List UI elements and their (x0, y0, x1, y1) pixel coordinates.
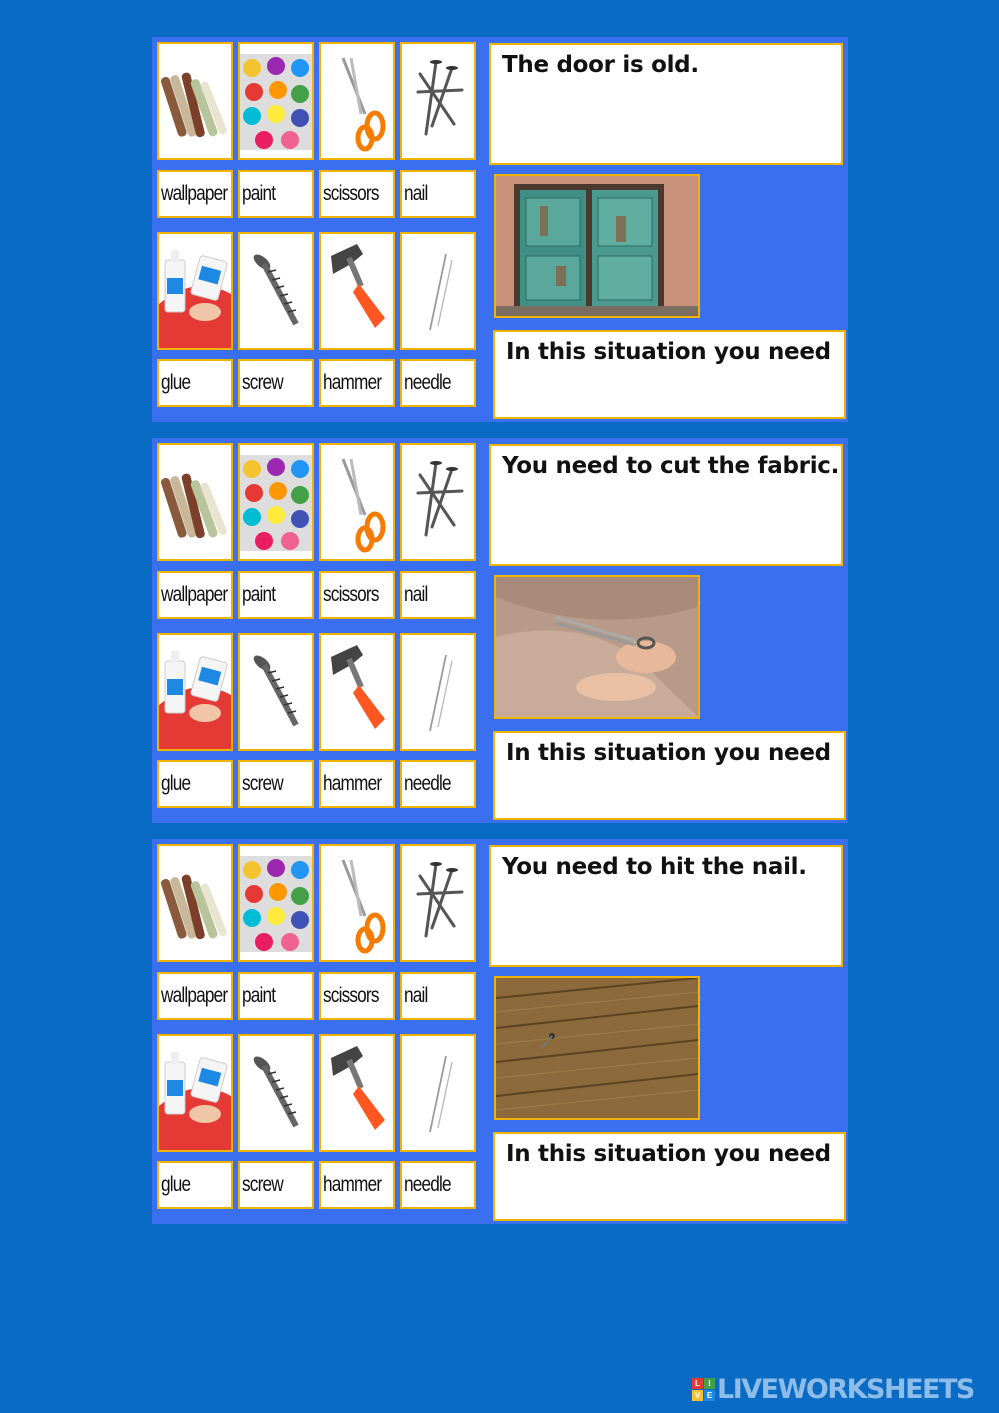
nail-icon (402, 44, 474, 158)
word-card-label: screw (242, 1173, 283, 1196)
nail-picture-card[interactable] (400, 844, 476, 962)
exercise-panel (152, 37, 848, 422)
brand-mark-letter: V (692, 1390, 703, 1401)
answer-prefix: In this situation you need (506, 339, 831, 365)
cutting-fabric-image (496, 577, 698, 717)
wallpaper-icon (159, 44, 231, 158)
word-card-glue[interactable] (157, 760, 233, 808)
scissors-picture-card[interactable] (319, 443, 395, 561)
cutting-fabric-photo (494, 575, 700, 719)
hammer-picture-card[interactable] (319, 1034, 395, 1152)
word-card-paint[interactable] (238, 170, 314, 218)
word-card-wallpaper[interactable] (157, 571, 233, 619)
word-card-label: paint (242, 984, 276, 1007)
word-card-label: needle (404, 371, 451, 394)
wallpaper-picture-card[interactable] (157, 443, 233, 561)
word-card-label: glue (161, 1173, 191, 1196)
word-card-needle[interactable] (400, 1161, 476, 1209)
brand-name: LIVEWORKSHEETS (717, 1373, 974, 1405)
hammer-picture-card[interactable] (319, 232, 395, 350)
wooden-floor-nail-photo (494, 976, 700, 1120)
word-card-nail[interactable] (400, 170, 476, 218)
situation-prompt: You need to hit the nail. (489, 845, 843, 967)
paint-icon (240, 445, 312, 559)
word-card-screw[interactable] (238, 760, 314, 808)
needle-icon (402, 234, 474, 348)
glue-picture-card[interactable] (157, 232, 233, 350)
word-card-label: scissors (323, 583, 379, 606)
paint-icon (240, 44, 312, 158)
word-card-label: glue (161, 371, 191, 394)
brand-mark-letter: E (704, 1390, 715, 1401)
exercise-panel (152, 438, 848, 823)
wallpaper-icon (159, 846, 231, 960)
word-card-hammer[interactable] (319, 359, 395, 407)
brand-mark-letter: I (704, 1378, 715, 1389)
word-card-label: scissors (323, 182, 379, 205)
situation-prompt: You need to cut the fabric. (489, 444, 843, 566)
word-card-scissors[interactable] (319, 571, 395, 619)
nail-icon (402, 846, 474, 960)
word-card-glue[interactable] (157, 359, 233, 407)
word-card-nail[interactable] (400, 972, 476, 1020)
hammer-icon (321, 635, 393, 749)
glue-icon (159, 635, 231, 749)
paint-picture-card[interactable] (238, 42, 314, 160)
screw-picture-card[interactable] (238, 232, 314, 350)
screw-icon (240, 635, 312, 749)
answer-drop-box[interactable] (493, 1132, 846, 1221)
word-card-label: screw (242, 371, 283, 394)
answer-drop-box[interactable] (493, 330, 846, 419)
glue-picture-card[interactable] (157, 1034, 233, 1152)
paint-picture-card[interactable] (238, 844, 314, 962)
answer-prefix: In this situation you need (506, 740, 831, 766)
word-card-paint[interactable] (238, 972, 314, 1020)
glue-icon (159, 1036, 231, 1150)
hammer-icon (321, 234, 393, 348)
word-card-label: hammer (323, 1173, 382, 1196)
wallpaper-picture-card[interactable] (157, 42, 233, 160)
word-card-nail[interactable] (400, 571, 476, 619)
screw-picture-card[interactable] (238, 1034, 314, 1152)
scissors-icon (321, 445, 393, 559)
scissors-picture-card[interactable] (319, 844, 395, 962)
screw-icon (240, 234, 312, 348)
screw-picture-card[interactable] (238, 633, 314, 751)
word-card-label: screw (242, 772, 283, 795)
needle-picture-card[interactable] (400, 232, 476, 350)
needle-picture-card[interactable] (400, 1034, 476, 1152)
brand-mark-icon (692, 1378, 715, 1401)
needle-picture-card[interactable] (400, 633, 476, 751)
word-card-label: nail (404, 984, 428, 1007)
hammer-picture-card[interactable] (319, 633, 395, 751)
word-card-label: scissors (323, 984, 379, 1007)
word-card-label: paint (242, 182, 276, 205)
glue-icon (159, 234, 231, 348)
scissors-icon (321, 846, 393, 960)
word-card-needle[interactable] (400, 760, 476, 808)
word-card-label: wallpaper (161, 583, 228, 606)
word-card-hammer[interactable] (319, 760, 395, 808)
word-card-wallpaper[interactable] (157, 972, 233, 1020)
word-card-label: needle (404, 772, 451, 795)
needle-icon (402, 1036, 474, 1150)
word-card-label: wallpaper (161, 984, 228, 1007)
needle-icon (402, 635, 474, 749)
word-card-label: nail (404, 182, 428, 205)
hammer-icon (321, 1036, 393, 1150)
wooden-floor-nail-image (496, 978, 698, 1118)
word-card-glue[interactable] (157, 1161, 233, 1209)
word-card-screw[interactable] (238, 1161, 314, 1209)
paint-icon (240, 846, 312, 960)
nail-picture-card[interactable] (400, 42, 476, 160)
answer-prefix: In this situation you need (506, 1141, 831, 1167)
nail-icon (402, 445, 474, 559)
word-card-needle[interactable] (400, 359, 476, 407)
word-card-label: wallpaper (161, 182, 228, 205)
scissors-picture-card[interactable] (319, 42, 395, 160)
scissors-icon (321, 44, 393, 158)
brand-mark-letter: L (692, 1378, 703, 1389)
word-card-label: nail (404, 583, 428, 606)
word-card-paint[interactable] (238, 571, 314, 619)
word-card-hammer[interactable] (319, 1161, 395, 1209)
word-card-label: paint (242, 583, 276, 606)
word-card-label: hammer (323, 772, 382, 795)
word-card-screw[interactable] (238, 359, 314, 407)
wallpaper-icon (159, 445, 231, 559)
old-door-photo (494, 174, 700, 318)
word-card-label: glue (161, 772, 191, 795)
glue-picture-card[interactable] (157, 633, 233, 751)
answer-drop-box[interactable] (493, 731, 846, 820)
situation-prompt: The door is old. (489, 43, 843, 165)
wallpaper-picture-card[interactable] (157, 844, 233, 962)
word-card-label: needle (404, 1173, 451, 1196)
exercise-panel (152, 839, 848, 1224)
old-door-image (496, 176, 698, 316)
nail-picture-card[interactable] (400, 443, 476, 561)
paint-picture-card[interactable] (238, 443, 314, 561)
word-card-label: hammer (323, 371, 382, 394)
liveworksheets-logo (692, 1374, 974, 1404)
screw-icon (240, 1036, 312, 1150)
word-card-scissors[interactable] (319, 170, 395, 218)
word-card-wallpaper[interactable] (157, 170, 233, 218)
word-card-scissors[interactable] (319, 972, 395, 1020)
